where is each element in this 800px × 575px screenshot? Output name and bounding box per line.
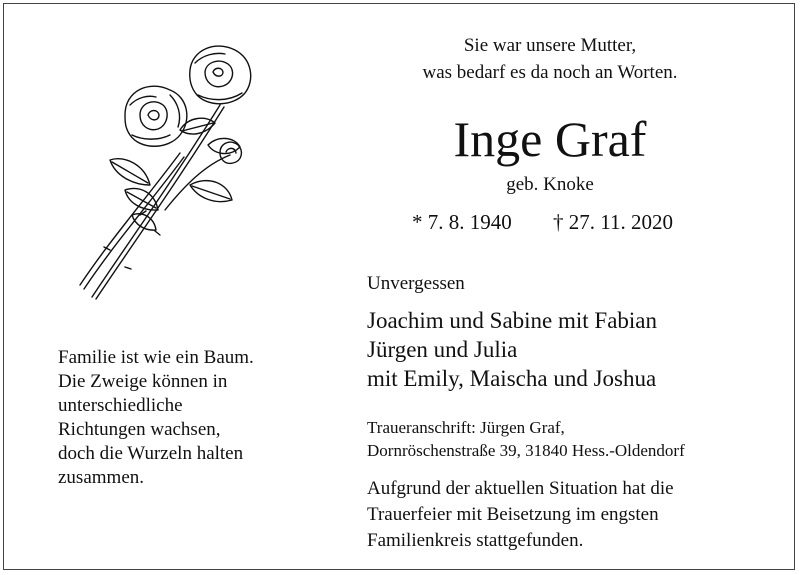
poem-line: unterschiedliche — [58, 395, 183, 416]
unforgotten-label: Unvergessen — [367, 273, 465, 294]
poem-line: zusammen. — [58, 467, 145, 488]
death-date: † 27. 11. 2020 — [553, 210, 673, 234]
mourner-line: Joachim und Sabine mit Fabian — [367, 308, 658, 333]
address-line: Traueranschrift: Jürgen Graf, — [367, 418, 565, 437]
funeral-notice — [367, 476, 674, 554]
notice-line: Aufgrund der aktuellen Situation hat die — [367, 478, 674, 499]
poem-line: Die Zweige können in — [58, 371, 228, 392]
birth-date: * 7. 8. 1940 — [412, 210, 512, 234]
mourning-address — [367, 416, 685, 462]
poem — [58, 346, 254, 490]
deceased-name: Inge Graf — [453, 111, 647, 167]
birth-name: geb. Knoke — [506, 174, 594, 195]
motto-line: Sie war unsere Mutter, — [463, 35, 637, 56]
motto-line: was bedarf es da noch an Worten. — [422, 62, 678, 83]
notice-line: Trauerfeier mit Beisetzung im engsten — [367, 504, 659, 525]
poem-line: doch die Wurzeln halten — [58, 443, 244, 464]
poem-line: Familie ist wie ein Baum. — [58, 347, 254, 368]
poem-line: Richtungen wachsen, — [58, 419, 221, 440]
mourner-line: Jürgen und Julia — [367, 337, 518, 362]
motto — [360, 32, 740, 86]
mourners-list — [367, 306, 657, 393]
rose-icon — [70, 35, 290, 325]
mourner-line: mit Emily, Maischa und Joshua — [367, 366, 657, 391]
notice-line: Familienkreis stattgefunden. — [367, 530, 584, 551]
address-line: Dornröschenstraße 39, 31840 Hess.-Oldendorf — [367, 441, 685, 460]
